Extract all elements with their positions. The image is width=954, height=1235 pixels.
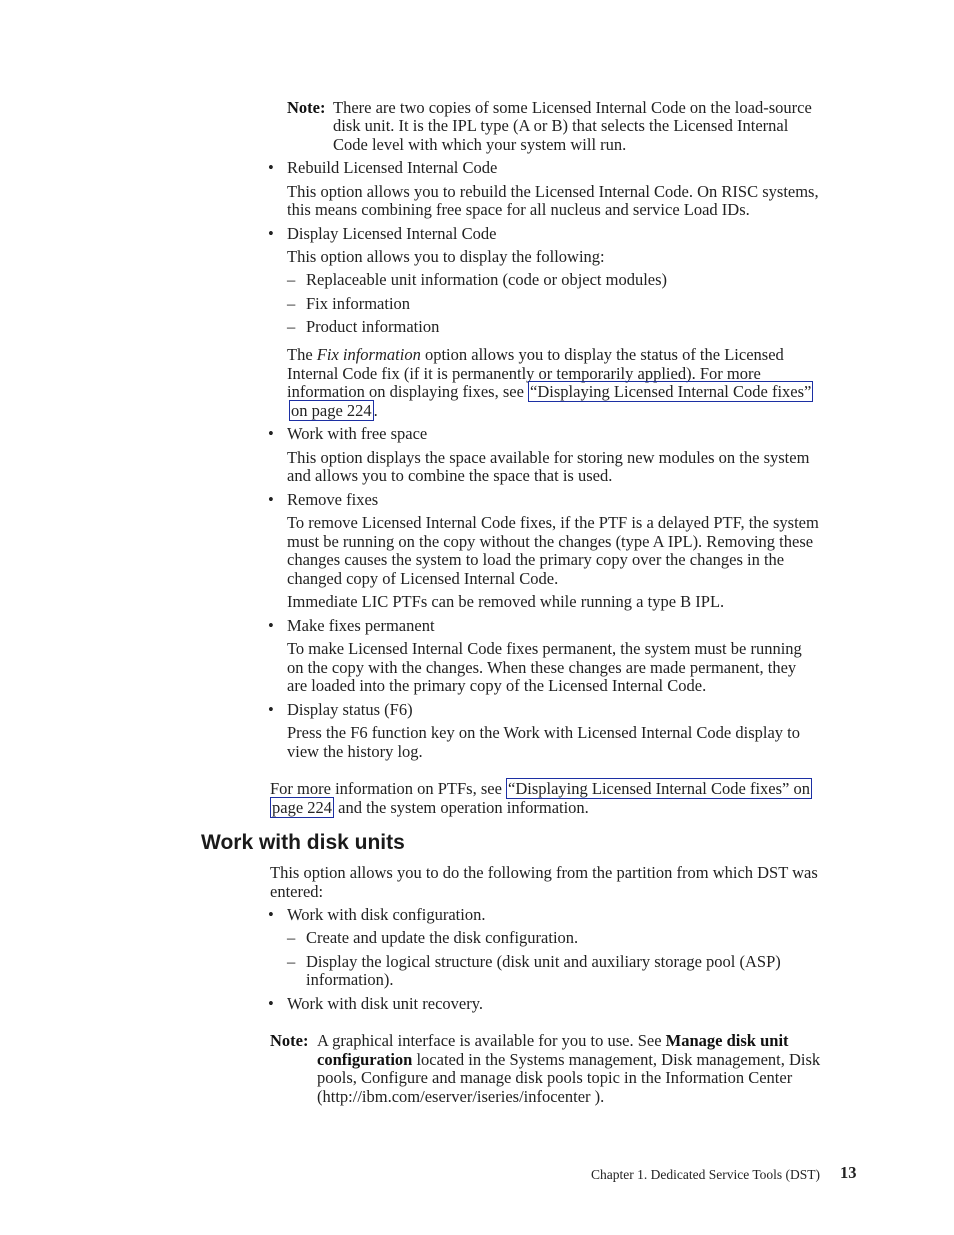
paragraph-line: this means combining free space for all nucleus and service Load IDs.: [287, 200, 750, 219]
bullet-icon: •: [268, 700, 274, 719]
italic-term: Fix information: [316, 345, 421, 364]
sub-item: Replaceable unit information (code or object modules): [306, 270, 668, 289]
page-number: 13: [840, 1163, 857, 1182]
fixes-link[interactable]: “Displaying Licensed Internal Code fixes”: [530, 382, 812, 401]
dash-icon: –: [287, 952, 296, 971]
list-item-free-space: Work with free space: [287, 424, 428, 443]
paragraph-line: changed copy of Licensed Internal Code.: [287, 569, 559, 588]
ptf-fixes-link[interactable]: “Displaying Licensed Internal Code fixes” on: [508, 779, 810, 798]
paragraph-line: This option displays the space available for storing new modules on the system: [287, 448, 810, 467]
list-item-permanent: Make fixes permanent: [287, 616, 435, 635]
ptf-fixes-link-page[interactable]: page 224: [272, 798, 333, 817]
list-item-rebuild: Rebuild Licensed Internal Code: [287, 158, 498, 177]
note-label: Note:: [287, 98, 326, 117]
list-item-status: Display status (F6): [287, 700, 413, 719]
bullet-icon: •: [268, 424, 274, 443]
fixes-link-page[interactable]: on page 224: [291, 401, 372, 420]
paragraph-line: view the history log.: [287, 742, 423, 761]
bullet-icon: •: [268, 224, 274, 243]
list-item-disk-recovery: Work with disk unit recovery.: [287, 994, 484, 1013]
note-line: pools, Configure and manage disk pools topic in the Information Center: [317, 1068, 793, 1087]
sub-item: Fix information: [306, 294, 411, 313]
dash-icon: –: [287, 928, 296, 947]
paragraph-line: For more information on PTFs, see “Displaying Licensed Internal Code fixes” on: [270, 779, 810, 798]
dash-icon: –: [287, 294, 296, 313]
bullet-icon: •: [268, 490, 274, 509]
paragraph-line: and allows you to combine the space that is used.: [287, 466, 613, 485]
paragraph-line: information on displaying fixes, see “Displaying Licensed Internal Code fixes”: [287, 382, 812, 401]
note-line: disk unit. It is the IPL type (A or B) that selects the Licensed Internal: [333, 116, 789, 135]
paragraph-line: page 224 and the system operation information.: [272, 798, 589, 817]
dash-icon: –: [287, 317, 296, 336]
list-item-display-lic: Display Licensed Internal Code: [287, 224, 497, 243]
sub-item: Display the logical structure (disk unit and auxiliary storage pool (ASP): [306, 952, 781, 971]
footer-chapter: Chapter 1. Dedicated Service Tools (DST): [591, 1167, 820, 1182]
section-heading: Work with disk units: [201, 831, 405, 854]
paragraph-line: must be running on the copy without the changes (type A IPL). Removing these: [287, 532, 814, 551]
paragraph-line: changes causes the system to load the primary copy over the changes in the: [287, 550, 785, 569]
paragraph-line: The Fix information option allows you to display the status of the Licensed: [287, 345, 784, 364]
paragraph-line: on page 224 .: [291, 401, 378, 420]
sub-item: information).: [306, 970, 394, 989]
paragraph-line: Immediate LIC PTFs can be removed while running a type B IPL.: [287, 592, 725, 611]
paragraph-line: Press the F6 function key on the Work with Licensed Internal Code display to: [287, 723, 800, 742]
note-line: configuration located in the Systems management, Disk management, Disk: [317, 1050, 821, 1069]
paragraph-line: To remove Licensed Internal Code fixes, if the PTF is a delayed PTF, the system: [287, 513, 819, 532]
bullet-icon: •: [268, 905, 274, 924]
dash-icon: –: [287, 270, 296, 289]
paragraph-line: on the copy with the changes. When these changes are made permanent, they: [287, 658, 797, 677]
note-line: A graphical interface is available for you to use. See Manage disk unit: [317, 1031, 789, 1050]
list-item-disk-config: Work with disk configuration.: [287, 905, 486, 924]
note-line: (http://ibm.com/eserver/iseries/infocenter ).: [317, 1087, 605, 1106]
paragraph-line: Internal Code fix (if it is permanently or temporarily applied). For more: [287, 364, 761, 383]
paragraph-line: This option allows you to rebuild the Licensed Internal Code. On RISC systems,: [287, 182, 819, 201]
paragraph-line: are loaded into the primary copy of the Licensed Internal Code.: [287, 676, 707, 695]
bold-term: configuration: [317, 1050, 413, 1069]
bullet-icon: •: [268, 616, 274, 635]
paragraph-line: entered:: [270, 882, 324, 901]
note-line: There are two copies of some Licensed Internal Code on the load-source: [333, 98, 812, 117]
sub-item: Product information: [306, 317, 440, 336]
note-label: Note:: [270, 1031, 309, 1050]
sub-item: Create and update the disk configuration.: [306, 928, 579, 947]
bullet-icon: •: [268, 158, 274, 177]
paragraph-line: To make Licensed Internal Code fixes permanent, the system must be running: [287, 639, 802, 658]
bold-term: Manage disk unit: [665, 1031, 789, 1050]
note-line: Code level with which your system will run.: [333, 135, 627, 154]
list-item-remove-fixes: Remove fixes: [287, 490, 379, 509]
paragraph-line: This option allows you to display the following:: [287, 247, 605, 266]
bullet-icon: •: [268, 994, 274, 1013]
paragraph-line: This option allows you to do the following from the partition from which DST was: [270, 863, 818, 882]
